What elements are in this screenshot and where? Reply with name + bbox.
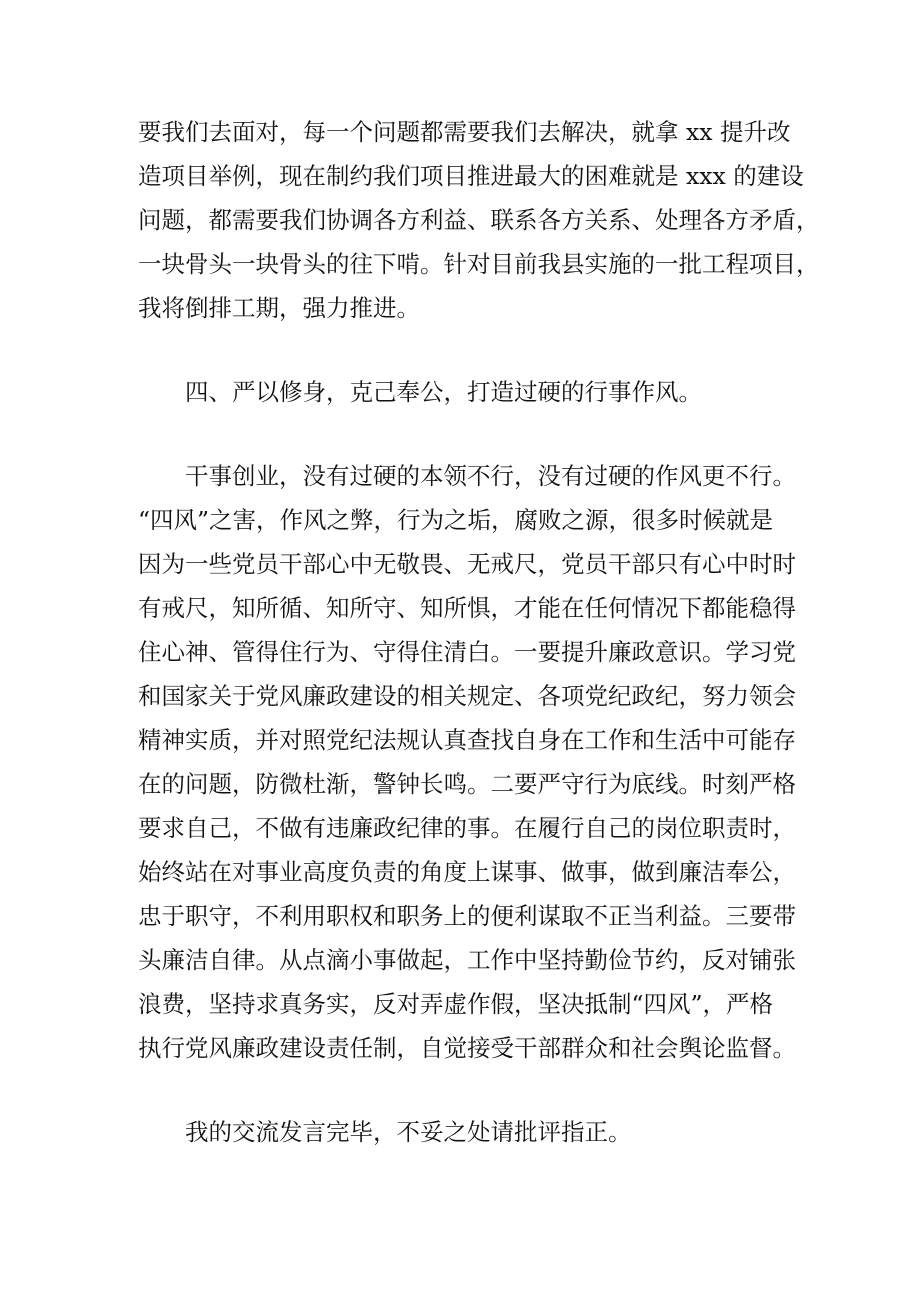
text-line: 我将倒排工期，强力推进。 — [138, 294, 420, 322]
section-heading: 四、严以修身，克己奉公，打造过硬的行事作风。 — [185, 378, 702, 406]
text-line: 执行党风廉政建设责任制，自觉接受干部群众和社会舆论监督。 — [138, 1034, 796, 1062]
text-line: 因为一些党员干部心中无敬畏、无戒尺，党员干部只有心中时时 — [138, 550, 796, 578]
text-line: 忠于职守，不利用职权和职务上的便利谋取不正当利益。三要带 — [138, 902, 796, 930]
text-line: 有戒尺，知所循、知所守、知所惧，才能在任何情况下都能稳得 — [138, 594, 796, 622]
text-line: 要求自己，不做有违廉政纪律的事。在履行自己的岗位职责时， — [138, 814, 796, 842]
text-line: 在的问题，防微杜渐，警钟长鸣。二要严守行为底线。时刻严格 — [138, 770, 796, 798]
text-line: 和国家关于党风廉政建设的相关规定、各项党纪政纪，努力领会 — [138, 682, 796, 710]
text-line: 头廉洁自律。从点滴小事做起，工作中坚持勤俭节约，反对铺张 — [138, 946, 796, 974]
text-line: 始终站在对事业高度负责的角度上谋事、做事，做到廉洁奉公， — [138, 858, 796, 886]
text-line: 干事创业，没有过硬的本领不行，没有过硬的作风更不行。 — [185, 462, 796, 490]
text-line: “四风”之害，作风之弊，行为之垢，腐败之源，很多时候就是 — [138, 506, 774, 534]
text-line: 问题，都需要我们协调各方利益、联系各方关系、处理各方矛盾， — [138, 206, 820, 234]
text-line: 浪费，坚持求真务实，反对弄虚作假，坚决抵制“四风”，严格 — [138, 990, 774, 1018]
text-line: 一块骨头一块骨头的往下啃。针对目前我县实施的一批工程项目， — [138, 250, 820, 278]
closing-line: 我的交流发言完毕，不妥之处请批评指正。 — [185, 1118, 632, 1146]
text-line: 精神实质，并对照党纪法规认真查找自身在工作和生活中可能存 — [138, 726, 796, 754]
text-line: 要我们去面对，每一个问题都需要我们去解决，就拿 xx 提升改 — [138, 118, 791, 146]
text-line: 住心神、管得住行为、守得住清白。一要提升廉政意识。学习党 — [138, 638, 796, 666]
text-line: 造项目举例，现在制约我们项目推进最大的困难就是 xxx 的建设 — [138, 162, 804, 190]
